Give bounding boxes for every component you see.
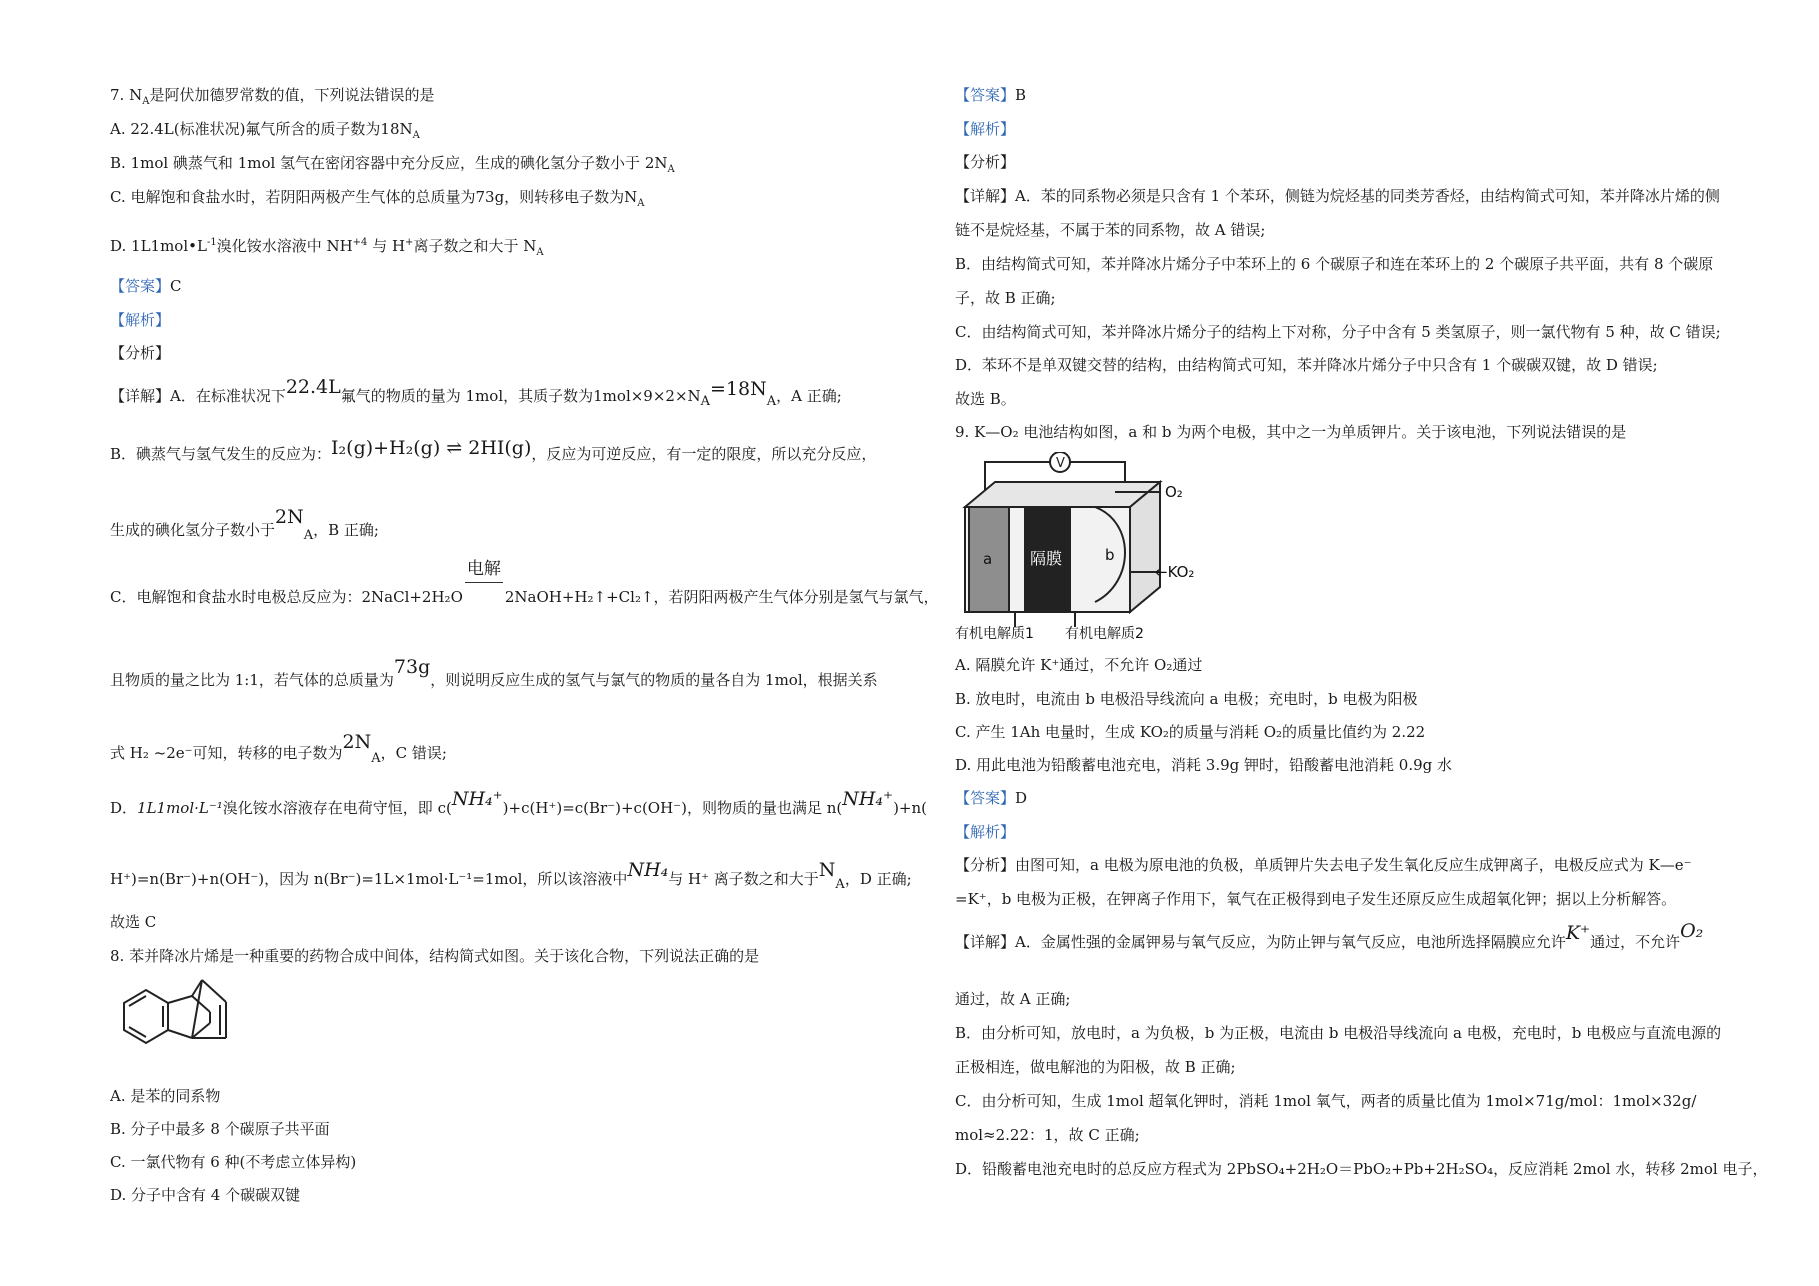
q9-option-b: B. 放电时，电流由 b 电极沿导线流向 a 电极；充电时，b 电极为阳极 (955, 690, 1418, 708)
q8-option-d: D. 分子中含有 4 个碳碳双键 (110, 1186, 301, 1204)
q8-detail-a-line1: 【详解】A．苯的同系物必须是只含有 1 个苯环，侧链为烷烃基的同类芳香烃，由结构简式可知，苯并降冰片烯的侧 (955, 187, 1720, 205)
q8-detail-c: C．由结构简式可知，苯并降冰片烯分子的结构上下对称，分子中含有 5 类氢原子，则一氯代物有 5 种，故 C 错误; (955, 323, 1721, 341)
q8-detail-a-line2: 链不是烷烃基，不属于苯的同系物，故 A 错误; (955, 221, 1266, 239)
q8-answer: 【答案】B (955, 86, 1027, 104)
q9-option-c: C. 产生 1Ah 电量时，生成 KO₂的质量与消耗 O₂的质量比值约为 2.22 (955, 723, 1426, 741)
q9-detail-b-line2: 正极相连，做电解池的为阳极，故 B 正确; (955, 1058, 1236, 1076)
k-o2-battery-figure (955, 452, 1205, 640)
q7-option-a: A. 22.4L(标准状况)氟气所含的质子数为$18N_A$ (110, 120, 420, 141)
q8-option-b: B. 分子中最多 8 个碳原子共平面 (110, 1120, 330, 1138)
q7-option-c: C. 电解饱和食盐水时，若阴阳两极产生气体的总质量为73g，则转移电子数为$N_A$ (110, 188, 645, 209)
q7-conclusion: 故选 C (110, 913, 157, 931)
electrolyte-1-label: 有机电解质1 (955, 626, 1034, 640)
electrode-a-label: a (983, 550, 993, 568)
q9-detail-a-line2: 通过，故 A 正确; (955, 990, 1071, 1008)
q9-analysis-label: 【解析】 (955, 823, 1016, 841)
q7-detail-b-line2: 生成的碘化氢分子数小于$2N_A$，B 正确; (110, 506, 379, 543)
q9-option-d: D. 用此电池为铅酸蓄电池充电，消耗 3.9g 钾时，铅酸蓄电池消耗 0.9g 水 (955, 756, 1453, 774)
q9-option-a: A. 隔膜允许 K⁺通过，不允许 O₂通过 (955, 656, 1203, 674)
q8-detail-b-line2: 子，故 B 正确; (955, 289, 1056, 307)
q7-detail-d-line2: H⁺)=n(Br⁻)+n(OH⁻)，因为 n(Br⁻)=1L×1mol·L⁻¹=1mol，所以该溶液中NH₄与 H⁺ 离子数之和大于$N_A$，D 正确; (110, 859, 912, 892)
benzene-ring-shape (124, 990, 168, 1043)
q9-detail-c-line2: mol≈2.22：1，故 C 正确; (955, 1126, 1140, 1144)
cell-top-face (965, 482, 1160, 507)
q9-detail-c-line1: C．由分析可知，生成 1mol 超氧化钾时，消耗 1mol 氧气，两者的质量比值为 1mol×71g/mol：1mol×32g/ (955, 1092, 1697, 1110)
q7-detail-d-line1: D．1L1mol·L⁻¹溴化铵水溶液存在电荷守恒，即 c(NH₄⁺)+c(H⁺)=c(Br⁻)+c(OH⁻)，则物质的量也满足 n(NH₄⁺)+n( (110, 788, 928, 817)
q8-detail-d: D．苯环不是单双键交替的结构，由结构简式可知，苯并降冰片烯分子中只含有 1 个碳碳双键，故 D 错误; (955, 356, 1658, 374)
electrolyte-2-label: 有机电解质2 (1065, 626, 1144, 640)
q8-fenxi-label: 【分析】 (955, 153, 1016, 171)
q9-answer: 【答案】D (955, 789, 1028, 807)
q9-fenxi-line1: 【分析】由图可知，a 电极为原电池的负极，单质钾片失去电子发生氧化反应生成钾离子，电极反应式为 K—e⁻ (955, 856, 1692, 874)
q7-detail-c-line1: C．电解饱和食盐水时电极总反应为：2NaCl+2H₂O 电解 2NaOH+H₂↑+Cl₂↑，若阴阳两极产生气体分别是氢气与氯气， (110, 559, 939, 606)
q8-conclusion: 故选 B。 (955, 390, 1016, 408)
q7-detail-c-line3: 式 H₂ ~2e⁻可知，转移的电子数为$2N_A$，C 错误; (110, 731, 447, 766)
voltmeter-label: V (1056, 456, 1065, 471)
q7-detail-a: 【详解】A．在标准状况下22.4L氟气的物质的量为 1mol，其质子数为$1mol\times 9\times 2\times N_A=18N_A$，A 正确; (110, 376, 842, 409)
q7-stem: 7. $N_A$是阿伏加德罗常数的值，下列说法错误的是 (110, 86, 435, 107)
membrane-label: 隔膜 (1030, 549, 1063, 568)
o2-label: O₂ (1165, 483, 1183, 501)
q8-detail-b-line1: B．由结构简式可知，苯并降冰片烯分子中苯环上的 6 个碳原子和连在苯环上的 2 个碳原子共平面，共有 8 个碳原 (955, 255, 1714, 273)
q8-option-a: A. 是苯的同系物 (110, 1087, 221, 1105)
q8-option-c: C. 一氯代物有 6 种(不考虑立体异构) (110, 1153, 357, 1171)
q7-answer: 【答案】C (110, 277, 182, 295)
electrolysis-condition: 电解 (463, 586, 505, 608)
q9-fenxi-line2: =K⁺，b 电极为正极，在钾离子作用下，氧气在正极得到电子发生还原反应生成超氧化钾；据以上分析解答。 (955, 890, 1677, 908)
wire-right (1070, 462, 1125, 482)
q7-fenxi-label: 【分析】 (110, 344, 171, 362)
q9-stem: 9. K—O₂ 电池结构如图，a 和 b 为两个电极，其中之一为单质钾片。关于该电池，下列说法错误的是 (955, 423, 1627, 441)
q9-detail-b-line1: B．由分析可知，放电时，a 为负极，b 为正极，电流由 b 电极沿导线流向 a 电极，充电时，b 电极应与直流电源的 (955, 1024, 1722, 1042)
q7-analysis-label: 【解析】 (110, 311, 171, 329)
q9-detail-a-line1: 【详解】A．金属性强的金属钾易与氧气反应，为防止钾与氧气反应，电池所选择隔膜应允许K⁺通过，不允许O₂ (955, 920, 1704, 951)
q7-option-d: D. $1L1mol•L^{-1}$溴化铵水溶液中 $NH^{+4}$ 与 H+离子数之和大于 $N_A$ (110, 237, 544, 258)
ko2-label: ←KO₂ (1155, 563, 1195, 581)
q7-option-b: B. 1mol 碘蒸气和 1mol 氢气在密闭容器中充分反应，生成的碘化氢分子数小于 $2N_A$ (110, 154, 675, 175)
electrode-b-label: b (1105, 546, 1115, 564)
q7-detail-c-line2: 且物质的量之比为 1:1，若气体的总质量为73g，则说明反应生成的氢气与氯气的物质的量各自为 1mol，根据关系 (110, 656, 878, 689)
q7-detail-b-line1: B．碘蒸气与氢气发生的反应为：I₂(g)+H₂(g) ⇌ 2HI(g)，反应为可逆反应，有一定的限度，所以充分反应， (110, 437, 877, 463)
benzonorbornene-structure-figure (114, 978, 254, 1068)
q9-detail-d-line1: D．铅酸蓄电池充电时的总反应方程式为 2PbSO₄+2H₂O＝PbO₂+Pb+2H₂SO₄，反应消耗 2mol 水，转移 2mol 电子， (955, 1160, 1768, 1178)
q8-analysis-label: 【解析】 (955, 120, 1016, 138)
q8-stem: 8. 苯并降冰片烯是一种重要的药物合成中间体，结构简式如图。关于该化合物，下列说法正确的是 (110, 947, 760, 965)
